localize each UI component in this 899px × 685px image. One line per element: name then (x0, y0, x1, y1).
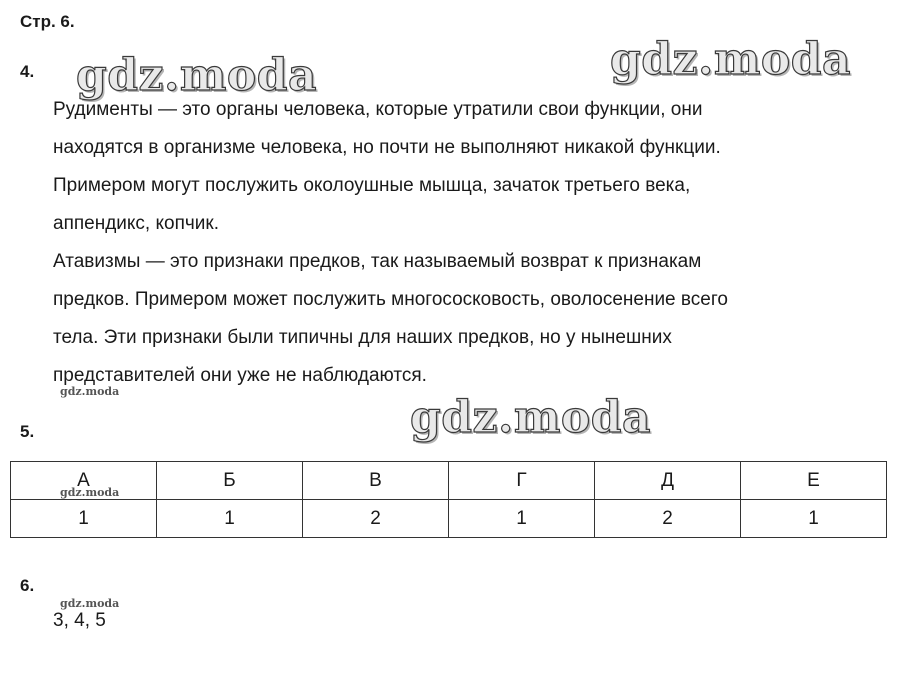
table-header-cell (595, 462, 741, 500)
page-label: Стр. 6. (20, 12, 75, 31)
cell-text: 1 (224, 507, 235, 529)
cell-text: Е (807, 469, 820, 491)
table-header-cell (303, 462, 449, 500)
task-5-number: 5. (20, 422, 35, 441)
table-header-cell (449, 462, 595, 500)
cell-text: 2 (662, 507, 673, 529)
table-cell (741, 500, 887, 538)
answer-line: находятся в организме человека, но почти не выполняют никакой функции. (53, 137, 721, 158)
cell-text: Г (516, 469, 527, 491)
cell-text: 1 (808, 507, 819, 529)
task-6-answer: 3, 4, 5 (53, 610, 106, 631)
cell-text: Б (223, 469, 236, 491)
watermark-logo: gdz.moda (610, 34, 852, 85)
answer-line: Примером могут послужить околоушные мышца, зачаток третьего века, (53, 175, 691, 196)
task-4-number: 4. (20, 62, 35, 81)
watermark-small: gdz.moda (60, 385, 120, 398)
table-cell (595, 500, 741, 538)
cell-text: Д (661, 469, 674, 491)
watermark-small: gdz.moda (60, 486, 120, 499)
answer-line: аппендикс, копчик. (53, 213, 219, 234)
table-header-row (11, 462, 887, 500)
answer-line: Рудименты — это органы человека, которые утратили свои функции, они (53, 99, 703, 120)
answer-line: Атавизмы — это признаки предков, так называемый возврат к признакам (53, 251, 702, 272)
table-cell (303, 500, 449, 538)
task-6-number: 6. (20, 576, 35, 595)
cell-text: 1 (78, 507, 89, 529)
cell-text: В (369, 469, 382, 491)
answer-line: предков. Примером может послужить многососковость, оволосенение всего (53, 289, 728, 310)
answer-table (10, 461, 887, 538)
table-header-cell (741, 462, 887, 500)
cell-text: 2 (370, 507, 381, 529)
cell-text: 1 (516, 507, 527, 529)
table-cell (157, 500, 303, 538)
table-row (11, 500, 887, 538)
table-cell (11, 500, 157, 538)
cell-text: А (77, 469, 90, 491)
answer-line: тела. Эти признаки были типичны для наших предков, но у нынешних (53, 327, 672, 348)
watermark-logo: gdz.moda (410, 392, 652, 443)
table-header-cell (157, 462, 303, 500)
watermark-logo: gdz.moda (76, 50, 318, 101)
watermark-small: gdz.moda (60, 597, 120, 610)
table-cell (449, 500, 595, 538)
task-4-answer (53, 91, 853, 398)
answer-line: представителей они уже не наблюдаются. (53, 365, 427, 386)
